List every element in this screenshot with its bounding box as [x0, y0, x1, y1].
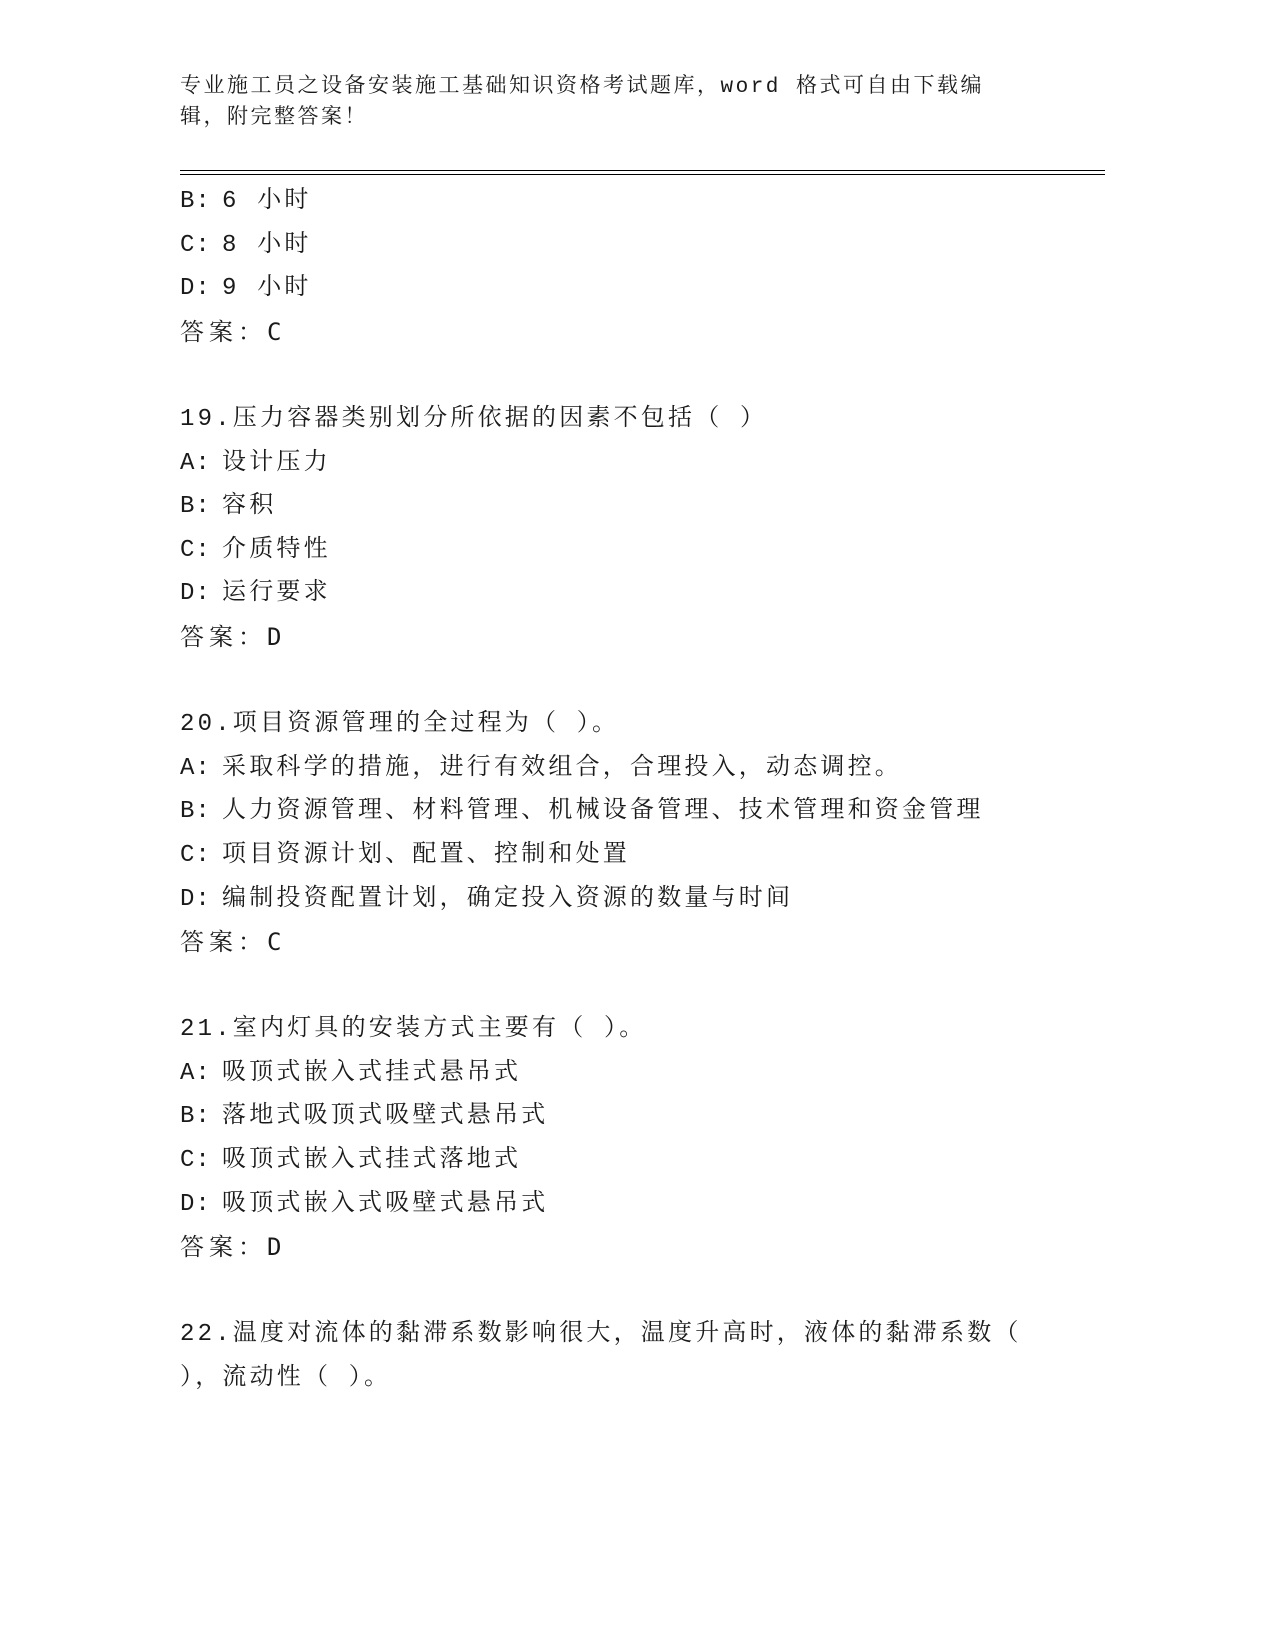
option-row — [180, 1052, 1040, 1096]
answer-line — [180, 921, 1040, 965]
option-row — [180, 224, 1040, 268]
answer-label: 答案： — [180, 1233, 267, 1262]
option-label: C: — [180, 841, 211, 869]
answer-value: D — [267, 622, 287, 651]
answer-label: 答案： — [180, 622, 267, 651]
question-stem: 21.室内灯具的安装方式主要有（ ）。 — [180, 1016, 647, 1044]
option-text: 9 小时 — [222, 275, 312, 303]
option-text: 8 小时 — [222, 231, 312, 259]
page-header: 专业施工员之设备安装施工基础知识资格考试题库，word 格式可自由下载编辑，附完整答案！ — [180, 76, 985, 130]
answer-line — [180, 1226, 1040, 1270]
answer-value: C — [267, 928, 287, 957]
option-text: 吸顶式嵌入式挂式悬吊式 — [222, 1059, 522, 1087]
option-text: 采取科学的措施，进行有效组合，合理投入，动态调控。 — [222, 754, 902, 782]
option-label: A: — [180, 754, 211, 782]
option-row — [180, 790, 1040, 834]
option-row — [180, 572, 1040, 616]
answer-value: C — [267, 317, 287, 346]
question-block — [180, 1313, 1040, 1400]
option-row — [180, 267, 1040, 311]
option-label: C: — [180, 231, 211, 259]
option-label: C: — [180, 1147, 211, 1175]
option-text: 介质特性 — [222, 536, 331, 564]
answer-line — [180, 311, 1040, 355]
option-label: D: — [180, 580, 211, 608]
option-row — [180, 878, 1040, 922]
option-text: 6 小时 — [222, 188, 312, 215]
option-text: 落地式吸顶式吸壁式悬吊式 — [222, 1103, 549, 1131]
option-row — [180, 1095, 1040, 1139]
question-stem: 19.压力容器类别划分所依据的因素不包括（ ） — [180, 405, 768, 433]
question-stem: 20.项目资源管理的全过程为（ ）。 — [180, 711, 620, 739]
option-text: 吸顶式嵌入式吸壁式悬吊式 — [222, 1190, 549, 1218]
question-block — [180, 398, 1040, 660]
option-row — [180, 834, 1040, 878]
option-row — [180, 442, 1040, 486]
option-label: D: — [180, 1190, 211, 1218]
option-row — [180, 485, 1040, 529]
answer-line — [180, 616, 1040, 660]
option-label: A: — [180, 449, 211, 477]
option-label: D: — [180, 885, 211, 913]
answer-label: 答案： — [180, 317, 267, 346]
option-row — [180, 529, 1040, 573]
option-label: A: — [180, 1059, 211, 1087]
option-row — [180, 180, 1040, 224]
answer-label: 答案： — [180, 928, 267, 957]
option-label: B: — [180, 493, 211, 521]
option-label: B: — [180, 1103, 211, 1131]
header-double-rule — [180, 170, 1105, 175]
option-text: 容积 — [222, 493, 277, 521]
option-row — [180, 1183, 1040, 1227]
question-block — [180, 180, 1040, 354]
option-label: B: — [180, 798, 211, 826]
option-text: 设计压力 — [222, 449, 331, 477]
option-text: 项目资源计划、配置、控制和处置 — [222, 841, 630, 869]
question-block — [180, 1008, 1040, 1270]
option-label: C: — [180, 536, 211, 564]
option-label: B: — [180, 188, 211, 215]
question-block — [180, 703, 1040, 965]
option-text: 人力资源管理、材料管理、机械设备管理、技术管理和资金管理 — [222, 798, 984, 826]
option-text: 吸顶式嵌入式挂式落地式 — [222, 1147, 522, 1175]
option-text: 运行要求 — [222, 580, 331, 608]
option-row — [180, 747, 1040, 791]
answer-value: D — [267, 1233, 287, 1262]
question-list — [180, 180, 1040, 1444]
question-stem: 22.温度对流体的黏滞系数影响很大，温度升高时，液体的黏滞系数（ ），流动性（ ）。 — [180, 1321, 1022, 1393]
option-label: D: — [180, 275, 211, 303]
option-text: 编制投资配置计划，确定投入资源的数量与时间 — [222, 885, 794, 913]
option-row — [180, 1139, 1040, 1183]
